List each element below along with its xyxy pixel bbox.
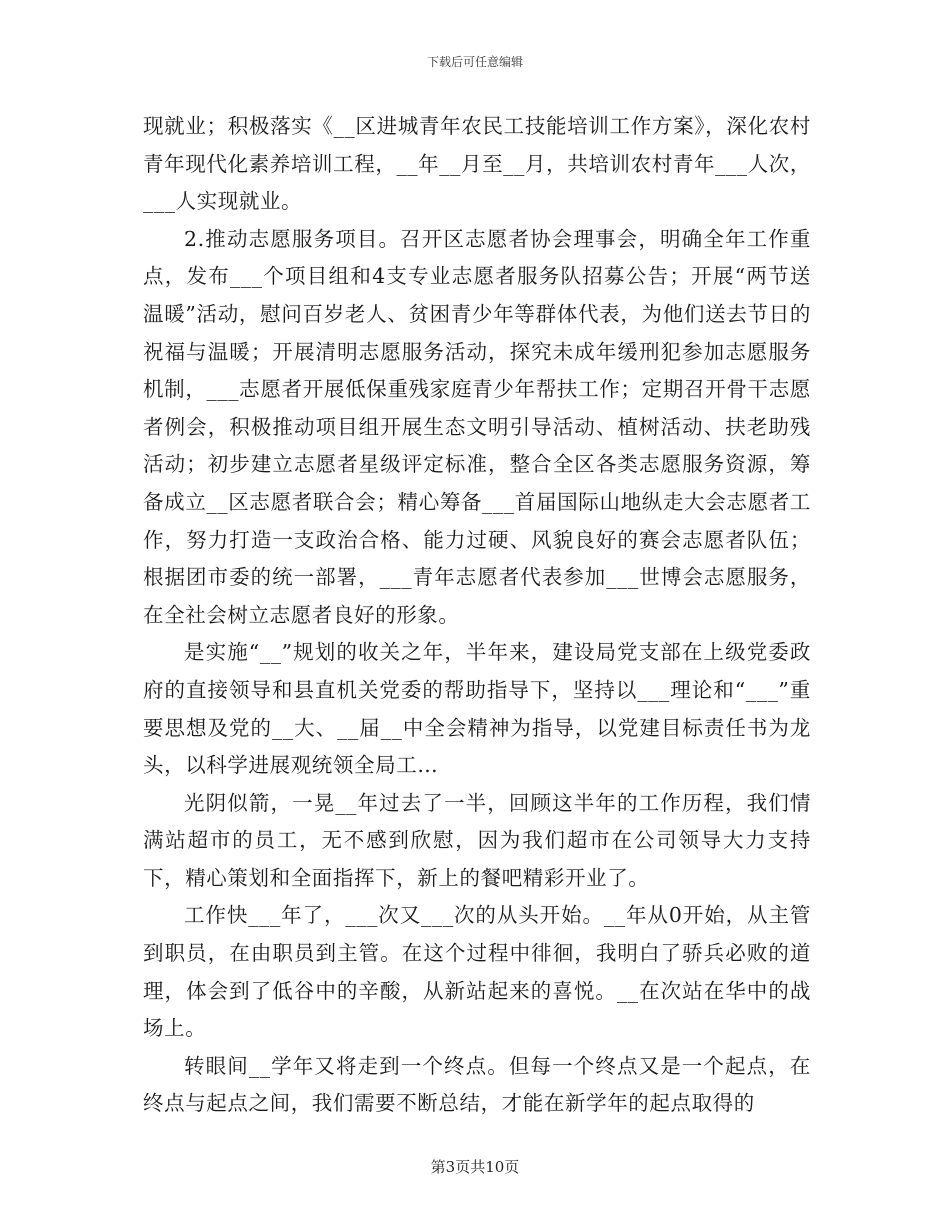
paragraph-3: 是实施“__”规划的收关之年，半年来，建设局党支部在上级党委政府的直接领导和县直机关党委的帮助指导下，坚持以___理论和“___”重要思想及党的__大、__届__中全会精神为指导，以党建目标责任书为龙头，以科学进展观统领全局工… [143,640,811,778]
paragraph-4: 光阴似箭，一晃__年过去了一半，回顾这半年的工作历程，我们情满站超市的员工，无不感到欣慰，因为我们超市在公司领导大力支持下，精心策划和全面指挥下，新上的餐吧精彩开业了。 [143,790,811,890]
document-body [143,108,811,1123]
page-header: 下载后可任意编辑 [426,55,523,69]
page-footer: 第3页共10页 [430,1158,520,1176]
paragraph-1: 现就业；积极落实《__区进城青年农民工技能培训工作方案》，深化农村青年现代化素养培训工程，__年__月至__月，共培训农村青年___人次，___人实现就业。 [143,114,811,214]
paragraph-2: 2.推动志愿服务项目。召开区志愿者协会理事会，明确全年工作重点，发布___个项目组和4支专业志愿者服务队招募公告；开展“两节送温暖”活动，慰问百岁老人、贫困青少年等群体代表，为他们送去节日的祝福与温暖；开展清明志愿服务活动，探究未成年缓刑犯参加志愿服务机制，___志愿者开展低保重残家庭青少年帮扶工作；定期召开骨干志愿者例会，积极推动项目组开展生态文明引导活动、植树活动、扶老助残活动；初步建立志愿者星级评定标准，整合全区各类志愿服务资源，筹备成立__区志愿者联合会；精心筹备___首届国际山地纵走大会志愿者工作，努力打造一支政治合格、能力过硬、风貌良好的赛会志愿者队伍；根据团市委的统一部署，___青年志愿者代表参加___世博会志愿服务，在全社会树立志愿者良好的形象。 [143,226,811,627]
paragraph-5: 工作快___年了，___次又___次的从头开始。__年从0开始，从主管到职员，在由职员到主管。在这个过程中徘徊，我明白了骄兵必败的道理，体会到了低谷中的辛酸，从新站起来的喜悦。__在次站在华中的战场上。 [143,903,811,1041]
paragraph-6: 转眼间__学年又将走到一个终点。但每一个终点又是一个起点，在终点与起点之间，我们需要不断总结，才能在新学年的起点取得的 [143,1053,811,1116]
